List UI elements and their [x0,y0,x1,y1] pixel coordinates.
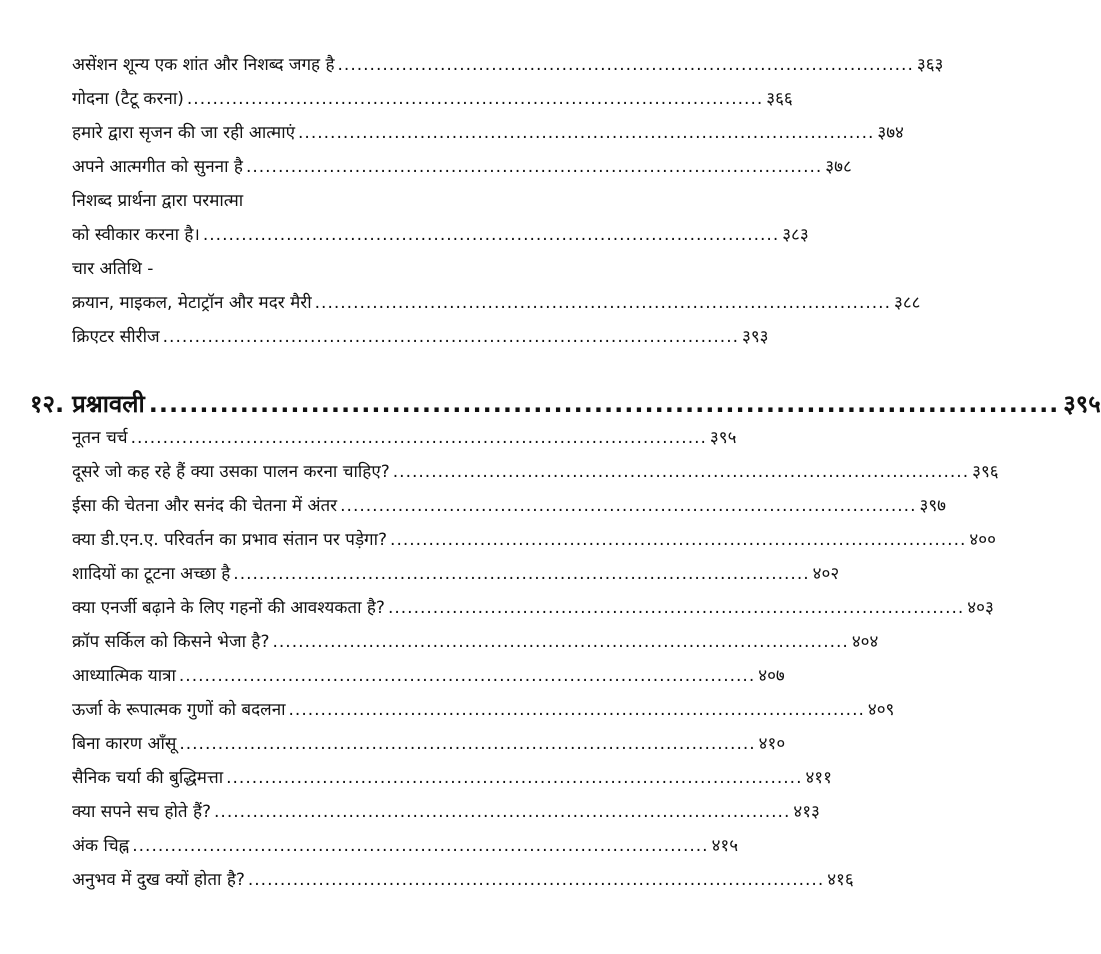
toc-entry [72,48,944,82]
toc-entry-page: ३८३ [782,225,809,245]
chapter-number: १२. [30,390,65,418]
leader-dots: .......................................................................................... [162,327,739,347]
toc-entry-title: क्या सपने सच होते हैं? [72,802,212,822]
toc-entry-title: अंक चिह्न [72,836,130,856]
leader-dots: .......................................................................................... [298,123,875,143]
leader-dots: .......................................................................................... [179,734,756,754]
toc-entry [72,693,895,727]
toc-entry-page: ४१० [758,734,786,754]
toc-entry-page: ३९५ [709,428,737,448]
toc-entry [72,659,785,693]
chapter-page: ३९५ [1063,390,1101,418]
toc-entry [72,421,737,455]
toc-entry-title: क्रिएटर सीरीज [72,327,160,347]
toc-entry [72,523,996,557]
toc-entry [72,795,820,829]
toc-entry [72,761,832,795]
toc-entry [72,218,809,252]
toc-section-top [72,48,944,354]
toc-entry-title: क्रयान, माइकल, मेटाट्रॉन और मदर मैरी [72,293,312,313]
toc-entry-page: ४०२ [812,564,840,584]
toc-entry [72,286,921,320]
leader-dots: .......................................................................................... [178,666,756,686]
toc-entry-page: ३९६ [972,462,999,482]
toc-entry [72,489,947,523]
toc-entry-title: बिना कारण आँसू [72,734,177,754]
toc-entry-page: ३७८ [825,157,852,177]
toc-entry-continued [72,252,532,286]
toc-entry-title: गोदना (टैटू करना) [72,89,184,109]
toc-entry-title: असेंशन शून्य एक शांत और निशब्द जगह है [72,55,335,75]
toc-entry-title: क्या डी.एन.ए. परिवर्तन का प्रभाव संतान पर पड़ेगा? [72,530,388,550]
toc-entry [72,82,793,116]
toc-entry [72,455,999,489]
toc-entry [72,116,904,150]
toc-entry-title: आध्यात्मिक यात्रा [72,666,176,686]
toc-entry-page: ३६६ [766,89,793,109]
leader-dots: .......................................................................................... [245,157,823,177]
toc-entry-page: ४०४ [851,632,879,652]
toc-entry-title: नूतन चर्च [72,428,128,448]
leader-dots: .......................................................................................... [392,462,970,482]
toc-entry-page: ३६३ [916,55,944,75]
toc-entry-page: ४०० [969,530,996,550]
toc-entry [72,625,879,659]
leader-dots: .......................................................................................... [340,496,917,516]
leader-dots: .......................................................................................... [202,225,780,245]
leader-dots: .......................................................................................... [387,598,965,618]
leader-dots: .......................................................................................... [337,55,914,75]
chapter-heading [30,382,1101,426]
toc-entry-title: चार अतिथि - [72,259,154,279]
toc-entry-title: हमारे द्वारा सृजन की जा रही आत्माएं [72,123,296,143]
leader-dots: .......................................................................................... [390,530,967,550]
toc-entry [72,863,854,897]
leader-dots: .......................................................................................... [226,768,803,788]
toc-entry-page: ४१३ [793,802,820,822]
toc-entry-page: ४०७ [758,666,785,686]
toc-entry-page: ४०३ [967,598,994,618]
leader-dots: .......................................................................................... [314,293,891,313]
toc-entry-page: ४११ [805,768,832,788]
toc-entry [72,557,840,591]
toc-entry-title: शादियों का टूटना अच्छा है [72,564,231,584]
toc-entry-page: ४१५ [711,836,739,856]
leader-dots: .......................................................................................... [233,564,810,584]
toc-entry-page: ३७४ [877,123,904,143]
leader-dots: .......................................................................................... [272,632,849,652]
toc-entry [72,727,786,761]
toc-entry-title: ऊर्जा के रूपात्मक गुणों को बदलना [72,700,286,720]
leader-dots: .......................................................................................... [214,802,791,822]
leader-dots: .......................................................................................... [132,836,709,856]
leader-dots: .......................................................................................... [288,700,865,720]
toc-entry-page: ३९३ [742,327,769,347]
toc-entry-page: ४०९ [867,700,895,720]
toc-entry-page: ३८८ [893,293,921,313]
toc-entry-title: अनुभव में दुख क्यों होता है? [72,870,245,890]
toc-entry-continued [72,184,532,218]
toc-entry [72,150,852,184]
toc-entry-page: ४१६ [827,870,854,890]
toc-entry-title: अपने आत्मगीत को सुनना है [72,157,243,177]
toc-entry-title: ईसा की चेतना और सनंद की चेतना में अंतर [72,496,338,516]
leader-dots: .......................................................................................... [247,870,825,890]
toc-entry [72,591,994,625]
toc-entry-title: क्रॉप सर्किल को किसने भेजा है? [72,632,270,652]
toc-entry-title: को स्वीकार करना है। [72,225,200,245]
toc-entry [72,829,739,863]
toc-entry-title: दूसरे जो कह रहे हैं क्या उसका पालन करना चाहिए? [72,462,390,482]
leader-dots: .......................................................................................... [186,89,764,109]
toc-entry [72,320,769,354]
toc-entry-page: ३९७ [919,496,947,516]
toc-entry-title: निशब्द प्रार्थना द्वारा परमात्मा [72,191,244,211]
toc-section-chapter [72,421,999,897]
toc-entry-title: सैनिक चर्या की बुद्धिमत्ता [72,768,224,788]
toc-entry-title: क्या एनर्जी बढ़ाने के लिए गहनों की आवश्यकता है? [72,598,385,618]
leader-dots: .......................................................................................... [130,428,707,448]
chapter-title: प्रश्नावली [72,390,145,418]
leader-dots: .......................................................................................... [148,390,1060,418]
